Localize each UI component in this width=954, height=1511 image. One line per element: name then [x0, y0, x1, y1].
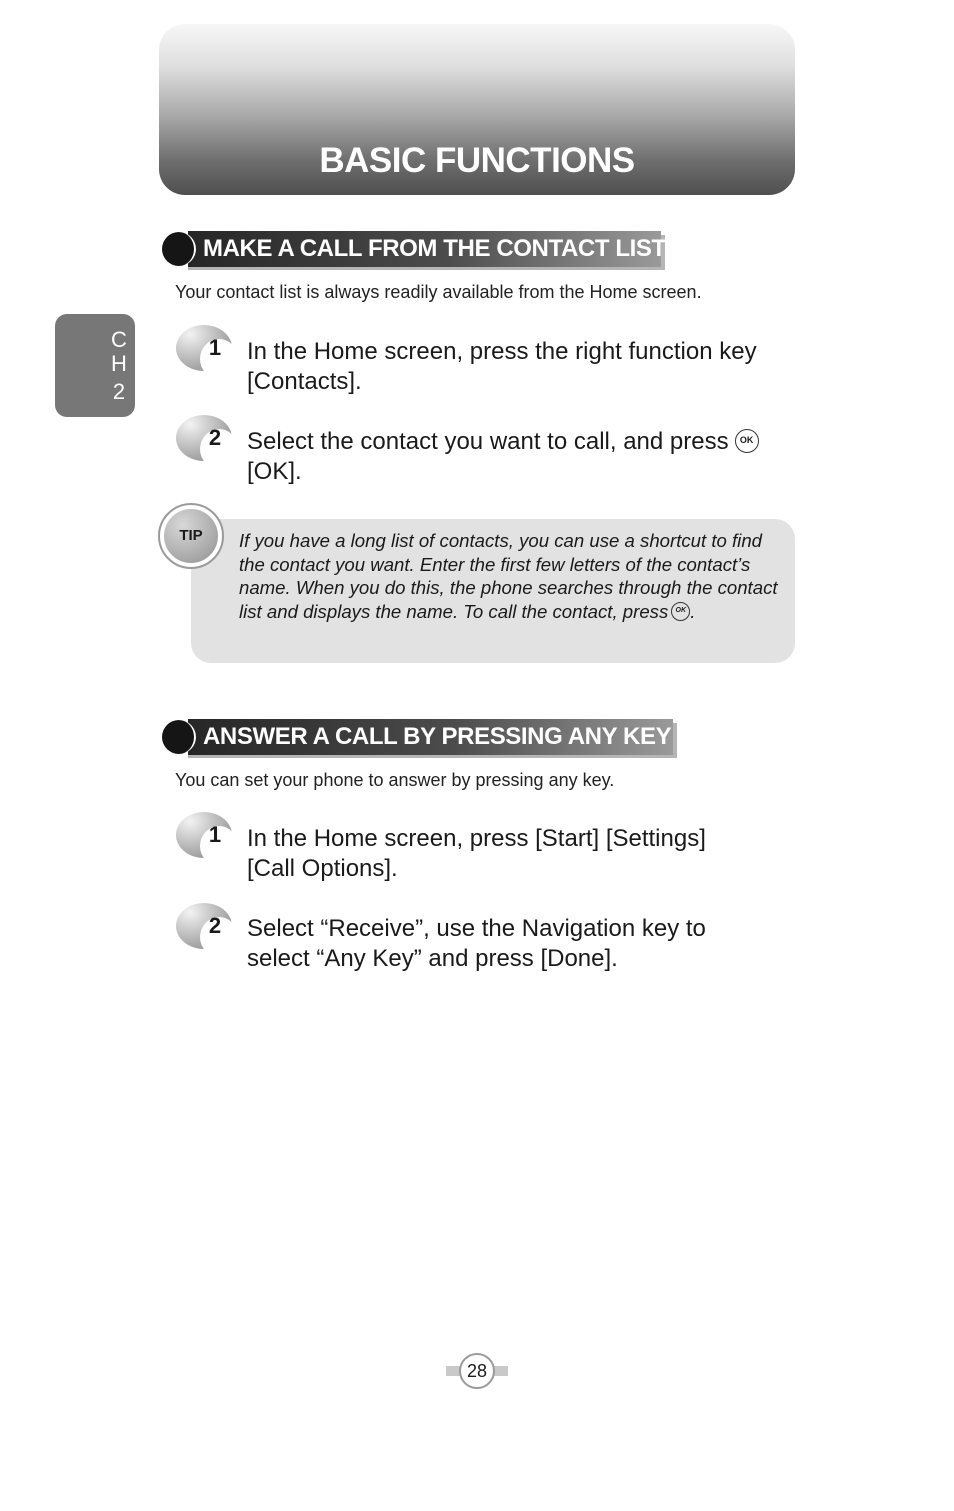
step-number: 2	[208, 425, 222, 450]
page-number-label: 28	[459, 1353, 495, 1389]
step-number-badge	[176, 415, 232, 461]
step-text-part: [OK].	[247, 458, 302, 485]
tip-label: TIP	[164, 509, 218, 563]
step-number-badge	[176, 325, 232, 371]
page-title: BASIC FUNCTIONS	[319, 141, 635, 180]
bullet-circle-icon	[162, 232, 196, 266]
step-number: 2	[208, 913, 222, 938]
step-number: 1	[208, 335, 222, 360]
chapter-tab-letter: 2	[112, 379, 126, 404]
step-number: 1	[208, 822, 222, 847]
chapter-tab-letter: C	[111, 327, 127, 352]
tip-text	[239, 529, 791, 623]
step-number-badge	[176, 812, 232, 858]
bullet-circle-icon	[162, 720, 196, 754]
chapter-tab-letter: H	[111, 351, 127, 376]
chapter-header	[159, 24, 795, 195]
step-text: Select “Receive”, use the Navigation key to select “Any Key” and press [Done].	[247, 915, 706, 972]
step-number-badge	[176, 903, 232, 949]
step-text	[247, 427, 792, 487]
section-heading-label: MAKE A CALL FROM THE CONTACT LIST	[203, 235, 666, 262]
ok-key-icon: OK	[735, 429, 759, 453]
ok-key-icon: OK	[671, 602, 690, 621]
section-heading-make-call	[162, 231, 666, 267]
tip-text-end: .	[690, 600, 696, 622]
section-intro: Your contact list is always readily available from the Home screen.	[175, 282, 702, 302]
tip-badge	[158, 503, 224, 569]
section-intro: You can set your phone to answer by pressing any key.	[175, 770, 615, 790]
step-text-part: Select the contact you want to call, and press	[247, 428, 729, 455]
page-number	[456, 1353, 498, 1391]
section-heading-answer-call	[162, 719, 673, 755]
step-text: In the Home screen, press the right function key [Contacts].	[247, 338, 757, 395]
tip-text-body: If you have a long list of contacts, you can use a shortcut to find the contact you want. Enter the first few letters of the contact’s name. When you do this, the phone searches through the contact list and displays the name. To call the contact, press	[239, 530, 778, 622]
section-heading-label: ANSWER A CALL BY PRESSING ANY KEY	[203, 723, 672, 750]
step-text: In the Home screen, press [Start] [Settings] [Call Options].	[247, 825, 706, 882]
